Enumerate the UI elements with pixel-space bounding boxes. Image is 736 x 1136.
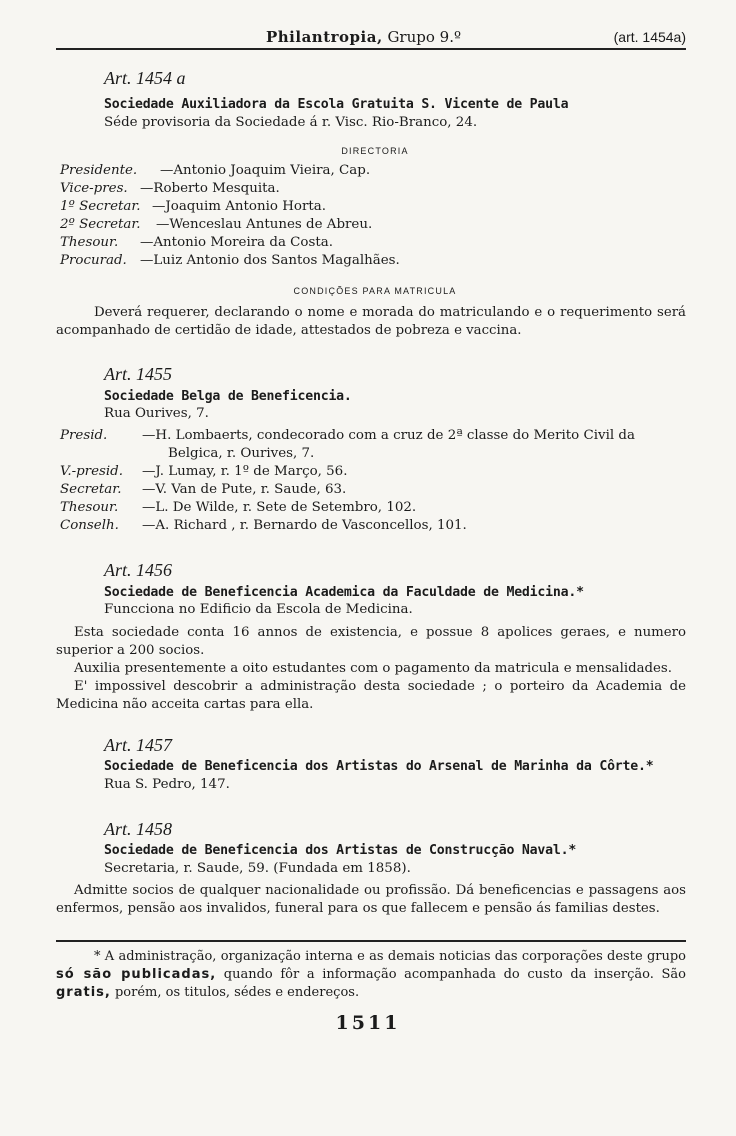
running-head-ref: (art. 1454a): [613, 29, 686, 45]
officer-row: Vice-pres. —Roberto Mesquita.: [60, 181, 280, 196]
society-address: Rua Ourives, 7.: [104, 406, 209, 421]
society-name: Sociedade de Beneficencia Academica da Faculdade de Medicina.*: [104, 585, 584, 600]
officer-row: Presidente. —Antonio Joaquim Vieira, Cap.: [60, 163, 371, 178]
article-number: Art. 1454 a: [104, 68, 186, 88]
page-number: 1511: [335, 1012, 401, 1034]
officer-row: Thesour. —L. De Wilde, r. Sete de Setembro, 102.: [60, 500, 417, 515]
running-head: [56, 28, 686, 46]
footnote: * A administração, organização interna e as demais noticias das corporações deste grupo só são publicadas, quando fôr a informação acompanhada do custo da inserção. São gratis, porém, os titulos, sédes e endereços.: [56, 949, 686, 1000]
conditions-paragraph: Deverá requerer, declarando o nome e morada do matriculando e o requerimento será acompanhado de certidão de idade, attestados de pobreza e vaccina.: [56, 305, 686, 338]
article-number: Art. 1456: [104, 560, 173, 580]
article-number: Art. 1457: [104, 735, 173, 755]
officer-row: 2º Secretar. —Wenceslau Antunes de Abreu.: [60, 217, 373, 232]
body-paragraph: Admitte socios de qualquer nacionalidade ou profissão. Dá beneficencias e passagens aos enfermos, pensão aos invalidos, funeral para os que fallecem e pensão ás familias destes.: [56, 883, 686, 916]
officer-row: Secretar. —V. Van de Pute, r. Saude, 63.: [60, 482, 347, 497]
officer-row: Presid. —H. Lombaerts, condecorado com a cruz de 2ª classe do Merito Civil da: [60, 428, 635, 443]
officer-row: 1º Secretar. —Joaquim Antonio Horta.: [60, 199, 326, 214]
body-paragraph: Esta sociedade conta 16 annos de existencia, e possue 8 apolices geraes, e numero superior a 200 socios.: [56, 625, 686, 658]
society-address: Séde provisoria da Sociedade á r. Visc. Rio-Branco, 24.: [104, 115, 478, 130]
article-number: Art. 1458: [104, 819, 173, 839]
officer-row: Conselh. —A. Richard , r. Bernardo de Vasconcellos, 101.: [60, 518, 467, 533]
section-heading: CONDIÇÕES PARA MATRICULA: [293, 286, 457, 296]
officer-row-continued: Belgica, r. Ourives, 7.: [168, 446, 315, 461]
officer-row: Procurad. —Luiz Antonio dos Santos Magalhães.: [60, 253, 400, 268]
officer-row: V.-presid. —J. Lumay, r. 1º de Março, 56.: [60, 464, 348, 479]
society-address: Secretaria, r. Saude, 59. (Fundada em 1858).: [104, 861, 411, 876]
entry-1454a: [104, 68, 186, 89]
society-name: Sociedade de Beneficencia dos Artistas do Arsenal de Marinha da Côrte.*: [104, 759, 654, 774]
society-name: Sociedade de Beneficencia dos Artistas de Construcção Naval.*: [104, 843, 577, 858]
header-rule: [56, 48, 686, 50]
article-number: Art. 1455: [104, 364, 173, 384]
body-paragraph: E' impossivel descobrir a administração desta sociedade ; o porteiro da Academia de Medicina não acceita cartas para ella.: [56, 679, 686, 712]
section-heading: DIRECTORIA: [341, 146, 409, 156]
society-address: Funcciona no Edificio da Escola de Medicina.: [104, 602, 413, 617]
society-name: Sociedade Auxiliadora da Escola Gratuita S. Vicente de Paula: [104, 97, 569, 112]
officer-row: Thesour. —Antonio Moreira da Costa.: [60, 235, 333, 250]
officers-list: [60, 163, 620, 271]
officers-list: [60, 428, 690, 536]
society-address: Rua S. Pedro, 147.: [104, 777, 230, 792]
society-name: Sociedade Belga de Beneficencia.: [104, 389, 352, 404]
footnote-rule: [56, 940, 686, 942]
body-paragraph: Auxilia presentemente a oito estudantes com o pagamento da matricula e mensalidades.: [74, 661, 672, 676]
running-head-title: Philantropia, Grupo 9.º: [266, 28, 462, 46]
